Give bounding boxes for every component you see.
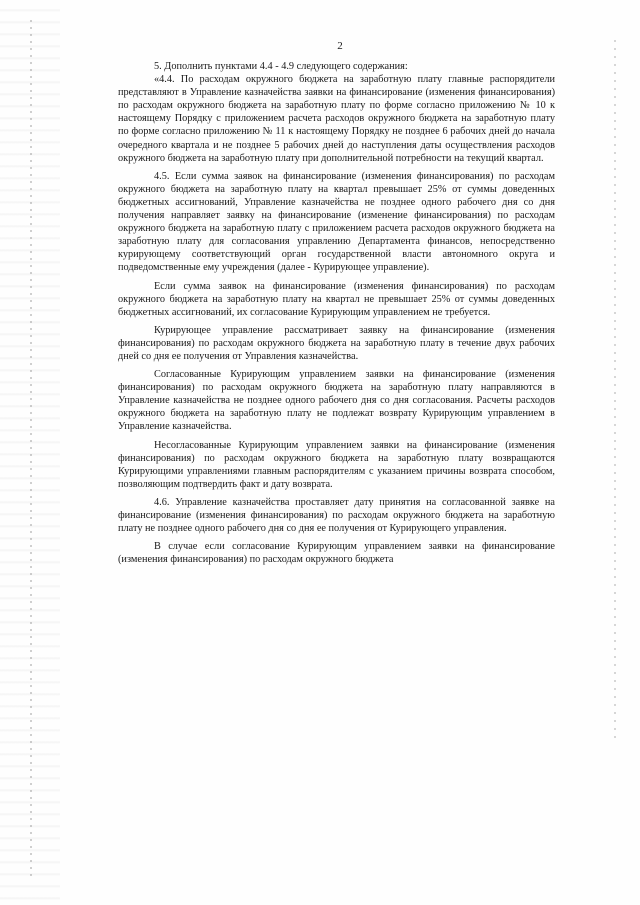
paragraph-approved: Согласованные Курирующим управлением заявки на финансирование (изменения финансирования) по расходам окружного бюджета на заработную плату направляются в Управление казначейства не позднее одного рабочего дня со дня согласования. Расчеты расходов окружного бюджета на заработную плату не подлежат возврату Курирующим управлением в Управление казначейства. (118, 369, 555, 433)
scan-edge-right (590, 0, 640, 905)
paragraph-4-6: 4.6. Управление казначейства проставляет дату принятия на согласованной заявке на финансирование (изменения финансирования) по расходам окружного бюджета на заработную плату не позднее одного рабочего дня со дня ее получения от Курирующего управления. (118, 496, 555, 535)
paragraph-continued: В случае если согласование Курирующим управлением заявки на финансирование (изменения финансирования) по расходам окружного бюджета (118, 541, 555, 566)
paragraph-rejected: Несогласованные Курирующим управлением заявки на финансирование (изменения финансирования) по расходам окружного бюджета на заработную плату возвращаются Курирующими управлениями главным распорядителям с указанием причины возврата способом, позволяющим подтвердить факт и дату возврата. (118, 439, 555, 490)
paragraph-threshold: Если сумма заявок на финансирование (изменения финансирования) по расходам окружного бюджета на заработную плату на квартал не превышает 25% от суммы доведенных бюджетных ассигнований, их согласование Курирующим управлением не требуется. (118, 280, 555, 318)
document-body (118, 60, 555, 566)
paragraph-review: Курирующее управление рассматривает заявку на финансирование (изменения финансирования) по расходам окружного бюджета на заработную плату в течение двух рабочих дней со дня ее получения от Управления казначейства. (118, 324, 555, 362)
page-number: 2 (337, 40, 343, 52)
paragraph-item-5: 5. Дополнить пунктами 4.4 - 4.9 следующего содержания: (154, 61, 408, 72)
scan-edge-left (0, 0, 60, 905)
paragraph-4-5: 4.5. Если сумма заявок на финансирование (изменения финансирования) по расходам окружного бюджета на заработную плату на квартал превышает 25% от суммы доведенных бюджетных ассигнований, Управление казначейства не позднее одного рабочего дня со дня получения направляет заявку на финансирование (изменение финансирования) по расходам окружного бюджета на заработную плату с приложением расчета расходов окружного бюджета на заработную плату для согласования управлению Департамента финансов, непосредственно курирующему соответствующий орган государственной власти автономного округа и подведомственные ему учреждения (далее - Курирующее управление). (118, 170, 555, 274)
paragraph-4-4: «4.4. По расходам окружного бюджета на заработную плату главные распорядители представляют в Управление казначейства заявки на финансирование (изменения финансирования) по расходам окружного бюджета на заработную плату по форме согласно приложению № 10 к настоящему Порядку с приложением расчета расходов окружного бюджета на заработную плату по форме согласно приложению № 11 к настоящему Порядку не позднее 6 рабочих дней до начала очередного квартала и не позднее 5 рабочих дней до наступления даты осуществления расходов окружного бюджета на заработную плату при дополнительной потребности на текущий квартал. (118, 74, 555, 164)
